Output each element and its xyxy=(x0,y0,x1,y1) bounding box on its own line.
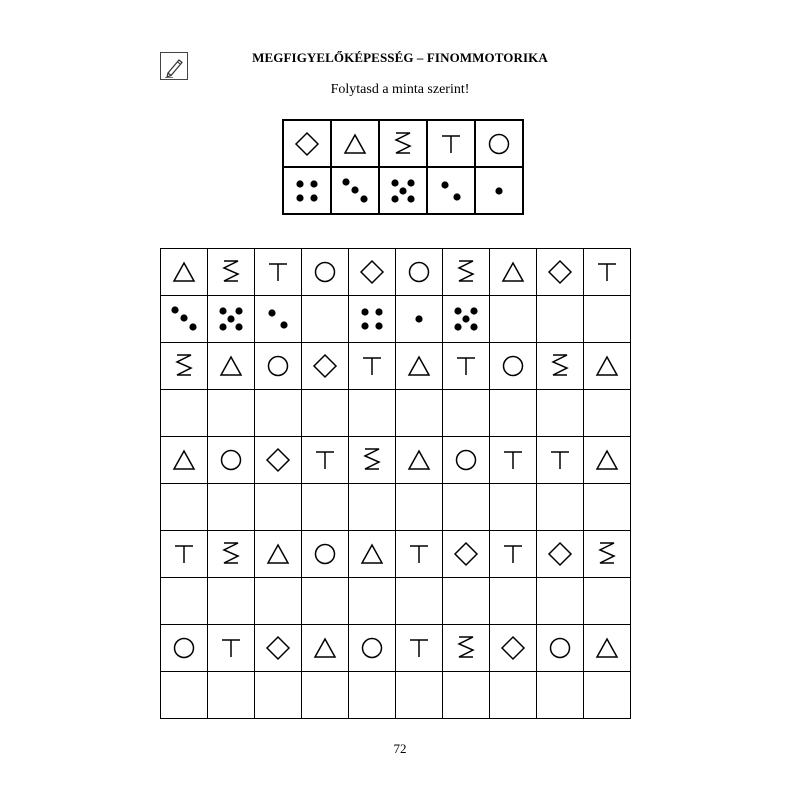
circle-shape xyxy=(451,445,481,475)
dot xyxy=(296,194,303,201)
grid-answer-cell-empty[interactable] xyxy=(396,672,443,719)
dots-4-figure xyxy=(357,304,387,334)
circle-shape xyxy=(169,633,199,663)
triangle-shape xyxy=(404,351,434,381)
grid-answer-cell[interactable] xyxy=(255,296,302,343)
grid-answer-cell[interactable] xyxy=(396,296,443,343)
t-shape xyxy=(498,445,528,475)
grid-shape-cell xyxy=(537,437,584,484)
t-shape xyxy=(592,257,622,287)
dot xyxy=(351,186,358,193)
dots-4-figure xyxy=(292,176,322,206)
t-shape xyxy=(545,445,575,475)
grid-answer-cell-empty[interactable] xyxy=(537,672,584,719)
diamond-shape xyxy=(263,633,293,663)
dot xyxy=(361,322,368,329)
triangle-shape xyxy=(169,445,199,475)
grid-answer-cell-empty[interactable] xyxy=(396,484,443,531)
triangle-shape xyxy=(310,633,340,663)
grid-answer-cell-empty[interactable] xyxy=(208,578,255,625)
circle-shape xyxy=(216,445,246,475)
triangle-shape xyxy=(498,257,528,287)
grid-answer-cell-empty[interactable] xyxy=(349,578,396,625)
grid-shape-cell xyxy=(537,249,584,296)
legend-dots-cell xyxy=(475,167,523,214)
triangle-shape xyxy=(340,129,370,159)
zigzag-shape xyxy=(357,445,387,475)
diamond-shape xyxy=(292,129,322,159)
dot xyxy=(391,179,398,186)
grid-answer-cell-empty[interactable] xyxy=(302,672,349,719)
diamond-shape xyxy=(310,351,340,381)
zigzag-shape xyxy=(451,633,481,663)
grid-answer-cell-empty[interactable] xyxy=(302,578,349,625)
grid-shape-cell xyxy=(396,531,443,578)
diamond-shape xyxy=(498,633,528,663)
diamond-shape xyxy=(263,445,293,475)
t-shape xyxy=(357,351,387,381)
zigzag-shape xyxy=(388,129,418,159)
grid-shape-cell xyxy=(537,343,584,390)
t-shape xyxy=(436,129,466,159)
grid-shape-cell xyxy=(349,531,396,578)
grid-answer-cell-empty[interactable] xyxy=(537,296,584,343)
grid-answer-cell-empty[interactable] xyxy=(584,390,631,437)
triangle-shape xyxy=(357,539,387,569)
grid-answer-cell-empty[interactable] xyxy=(255,390,302,437)
grid-shape-cell xyxy=(396,249,443,296)
grid-answer-cell-empty[interactable] xyxy=(537,578,584,625)
triangle-shape xyxy=(592,633,622,663)
zigzag-shape xyxy=(451,257,481,287)
dot xyxy=(219,323,226,330)
zigzag-shape xyxy=(545,351,575,381)
dot xyxy=(375,308,382,315)
grid-shape-cell xyxy=(255,343,302,390)
circle-shape xyxy=(404,257,434,287)
grid-shape-row xyxy=(161,249,631,296)
grid-answer-cell-empty[interactable] xyxy=(349,390,396,437)
grid-answer-cell-empty[interactable] xyxy=(537,484,584,531)
grid-shape-cell xyxy=(396,437,443,484)
grid-answer-row xyxy=(161,484,631,531)
grid-shape-cell xyxy=(443,531,490,578)
grid-answer-cell-empty[interactable] xyxy=(490,484,537,531)
legend-dots-cell xyxy=(379,167,427,214)
grid-answer-cell-empty[interactable] xyxy=(208,484,255,531)
circle-shape xyxy=(263,351,293,381)
legend-shape-cell xyxy=(475,120,523,167)
triangle-shape xyxy=(216,351,246,381)
dot xyxy=(441,181,448,188)
grid-shape-cell xyxy=(490,625,537,672)
grid-answer-cell-empty[interactable] xyxy=(161,484,208,531)
grid-answer-cell-empty[interactable] xyxy=(349,672,396,719)
t-shape xyxy=(404,539,434,569)
grid-shape-cell xyxy=(584,437,631,484)
dots-2-figure xyxy=(263,304,293,334)
grid-shape-cell xyxy=(161,531,208,578)
page-number: 72 xyxy=(393,741,407,756)
t-shape xyxy=(216,633,246,663)
t-shape xyxy=(263,257,293,287)
grid-answer-cell[interactable] xyxy=(161,296,208,343)
grid-shape-cell xyxy=(302,625,349,672)
exercise-grid xyxy=(160,248,631,719)
grid-answer-cell-empty[interactable] xyxy=(208,390,255,437)
grid-shape-row xyxy=(161,531,631,578)
dot xyxy=(454,323,461,330)
grid-shape-cell xyxy=(537,625,584,672)
grid-answer-cell-empty[interactable] xyxy=(584,672,631,719)
dot xyxy=(310,180,317,187)
grid-answer-cell-empty[interactable] xyxy=(490,296,537,343)
dot xyxy=(235,307,242,314)
grid-answer-cell-empty[interactable] xyxy=(443,578,490,625)
t-shape xyxy=(169,539,199,569)
dot xyxy=(462,315,469,322)
grid-answer-cell-empty[interactable] xyxy=(396,390,443,437)
circle-shape xyxy=(545,633,575,663)
grid-shape-row xyxy=(161,625,631,672)
grid-answer-cell-empty[interactable] xyxy=(255,672,302,719)
grid-shape-cell xyxy=(443,437,490,484)
grid-answer-cell-empty[interactable] xyxy=(302,390,349,437)
grid-answer-row xyxy=(161,672,631,719)
grid-answer-cell-empty[interactable] xyxy=(255,578,302,625)
triangle-shape xyxy=(404,445,434,475)
grid-answer-row xyxy=(161,296,631,343)
grid-shape-cell xyxy=(255,531,302,578)
triangle-shape xyxy=(263,539,293,569)
grid-answer-cell-empty[interactable] xyxy=(302,296,349,343)
grid-answer-row xyxy=(161,578,631,625)
grid-shape-cell xyxy=(349,625,396,672)
grid-answer-cell-empty[interactable] xyxy=(443,484,490,531)
dot xyxy=(342,178,349,185)
grid-shape-row xyxy=(161,437,631,484)
grid-shape-cell xyxy=(255,625,302,672)
grid-answer-cell-empty[interactable] xyxy=(255,484,302,531)
grid-shape-cell xyxy=(490,249,537,296)
grid-shape-cell xyxy=(443,249,490,296)
legend-shape-cell xyxy=(283,120,331,167)
grid-shape-cell xyxy=(584,343,631,390)
t-shape xyxy=(498,539,528,569)
grid-answer-cell-empty[interactable] xyxy=(490,390,537,437)
grid-answer-cell-empty[interactable] xyxy=(161,672,208,719)
dots-3-figure xyxy=(340,176,370,206)
dot xyxy=(235,323,242,330)
diamond-shape xyxy=(451,539,481,569)
grid-shape-cell xyxy=(396,343,443,390)
dot xyxy=(495,187,502,194)
grid-shape-cell xyxy=(490,531,537,578)
dots-1-figure xyxy=(484,176,514,206)
grid-answer-cell-empty[interactable] xyxy=(302,484,349,531)
dot xyxy=(360,195,367,202)
grid-answer-cell[interactable] xyxy=(349,296,396,343)
dots-2-figure xyxy=(436,176,466,206)
grid-shape-cell xyxy=(584,625,631,672)
legend-shape-cell xyxy=(427,120,475,167)
grid-shape-cell xyxy=(396,625,443,672)
page-title: MEGFIGYELŐKÉPESSÉG – FINOMMOTORIKA xyxy=(252,50,548,65)
dots-3-figure xyxy=(169,304,199,334)
grid-answer-cell[interactable] xyxy=(208,296,255,343)
dots-5-figure xyxy=(388,176,418,206)
grid-shape-cell xyxy=(208,249,255,296)
grid-shape-cell xyxy=(161,437,208,484)
grid-answer-cell-empty[interactable] xyxy=(584,296,631,343)
grid-shape-cell xyxy=(349,343,396,390)
circle-shape xyxy=(498,351,528,381)
grid-shape-cell xyxy=(302,531,349,578)
grid-answer-cell-empty[interactable] xyxy=(161,390,208,437)
dot xyxy=(361,308,368,315)
grid-shape-cell xyxy=(255,249,302,296)
zigzag-shape xyxy=(169,351,199,381)
grid-answer-cell-empty[interactable] xyxy=(161,578,208,625)
circle-shape xyxy=(357,633,387,663)
dot xyxy=(399,187,406,194)
grid-answer-cell-empty[interactable] xyxy=(349,484,396,531)
dot xyxy=(470,307,477,314)
grid-shape-cell xyxy=(537,531,584,578)
grid-answer-cell-empty[interactable] xyxy=(584,578,631,625)
grid-shape-cell xyxy=(490,437,537,484)
dots-5-figure xyxy=(216,304,246,334)
legend-shape-cell xyxy=(379,120,427,167)
grid-shape-cell xyxy=(208,343,255,390)
triangle-shape xyxy=(592,351,622,381)
dot xyxy=(407,179,414,186)
circle-shape xyxy=(310,539,340,569)
grid-shape-cell xyxy=(255,437,302,484)
dots-5-figure xyxy=(451,304,481,334)
zigzag-shape xyxy=(592,539,622,569)
dot xyxy=(470,323,477,330)
pencil-icon-graphic xyxy=(161,53,187,79)
grid-shape-cell xyxy=(584,531,631,578)
grid-answer-cell-empty[interactable] xyxy=(490,672,537,719)
grid-answer-cell-empty[interactable] xyxy=(208,672,255,719)
grid-answer-cell-empty[interactable] xyxy=(584,484,631,531)
circle-shape xyxy=(484,129,514,159)
dot xyxy=(407,195,414,202)
dot xyxy=(280,321,287,328)
dot xyxy=(453,193,460,200)
t-shape xyxy=(310,445,340,475)
dot xyxy=(415,315,422,322)
t-shape xyxy=(451,351,481,381)
dot xyxy=(227,315,234,322)
grid-shape-cell xyxy=(349,437,396,484)
legend-shapes-row xyxy=(283,120,523,167)
grid-shape-cell xyxy=(302,343,349,390)
grid-answer-cell-empty[interactable] xyxy=(443,672,490,719)
grid-shape-cell xyxy=(208,437,255,484)
zigzag-shape xyxy=(216,257,246,287)
circle-shape xyxy=(310,257,340,287)
zigzag-shape xyxy=(216,539,246,569)
dot xyxy=(454,307,461,314)
grid-shape-cell xyxy=(349,249,396,296)
dots-1-figure xyxy=(404,304,434,334)
grid-shape-cell xyxy=(161,249,208,296)
grid-shape-cell xyxy=(490,343,537,390)
dot xyxy=(219,307,226,314)
grid-shape-cell xyxy=(161,343,208,390)
grid-shape-cell xyxy=(302,437,349,484)
legend-dots-row xyxy=(283,167,523,214)
dot xyxy=(180,314,187,321)
pencil-icon xyxy=(160,52,188,80)
grid-answer-cell-empty[interactable] xyxy=(396,578,443,625)
grid-answer-cell-empty[interactable] xyxy=(537,390,584,437)
legend-dots-cell xyxy=(283,167,331,214)
grid-shape-cell xyxy=(584,249,631,296)
grid-shape-row xyxy=(161,343,631,390)
diamond-shape xyxy=(545,257,575,287)
dot xyxy=(296,180,303,187)
instruction-text: Folytasd a minta szerint! xyxy=(330,82,470,97)
grid-shape-cell xyxy=(443,625,490,672)
legend-table xyxy=(282,119,524,215)
dot xyxy=(310,194,317,201)
dot xyxy=(391,195,398,202)
triangle-shape xyxy=(169,257,199,287)
grid-shape-cell xyxy=(443,343,490,390)
legend-dots-cell xyxy=(427,167,475,214)
diamond-shape xyxy=(357,257,387,287)
diamond-shape xyxy=(545,539,575,569)
grid-shape-cell xyxy=(302,249,349,296)
dot xyxy=(189,323,196,330)
grid-answer-cell[interactable] xyxy=(443,296,490,343)
grid-answer-cell-empty[interactable] xyxy=(443,390,490,437)
dot xyxy=(171,306,178,313)
grid-shape-cell xyxy=(208,531,255,578)
dot xyxy=(375,322,382,329)
grid-shape-cell xyxy=(161,625,208,672)
grid-answer-cell-empty[interactable] xyxy=(490,578,537,625)
legend-shape-cell xyxy=(331,120,379,167)
grid-shape-cell xyxy=(208,625,255,672)
legend-dots-cell xyxy=(331,167,379,214)
t-shape xyxy=(404,633,434,663)
triangle-shape xyxy=(592,445,622,475)
grid-answer-row xyxy=(161,390,631,437)
dot xyxy=(268,309,275,316)
